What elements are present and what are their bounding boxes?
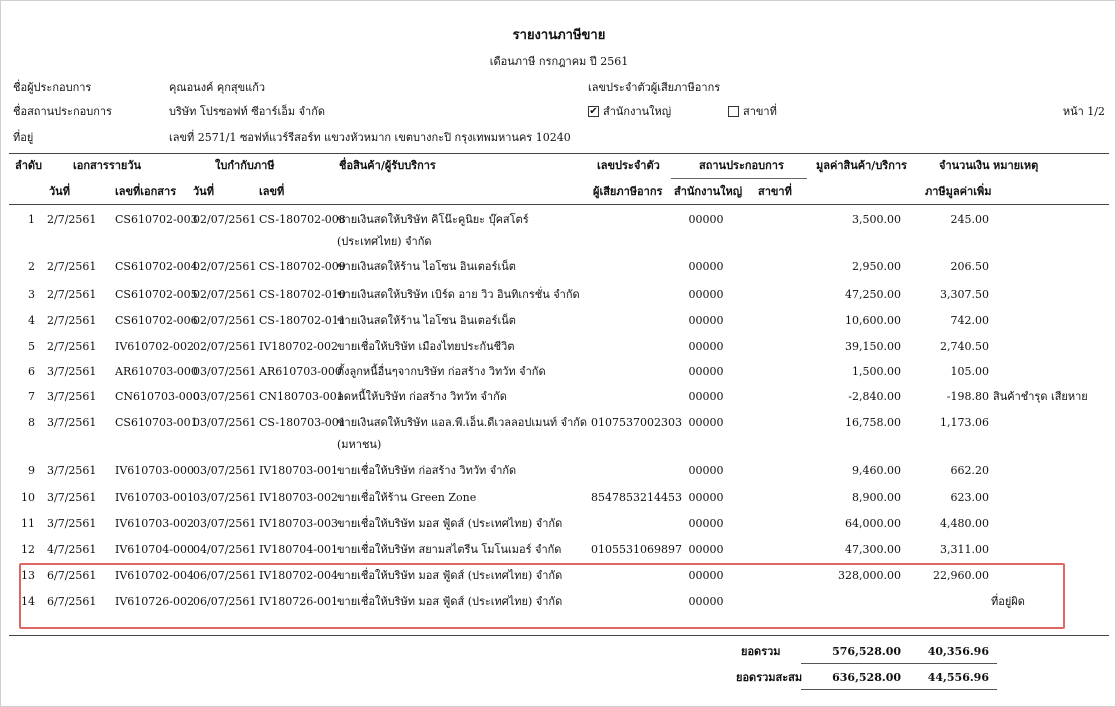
- cell-doc-no: IV610703-000: [115, 464, 194, 477]
- col-vat-1: จำนวนเงิน: [939, 159, 990, 172]
- headoffice-checkbox[interactable]: ✔: [589, 106, 598, 117]
- cell-value: 3,500.00: [852, 213, 901, 226]
- cell-seq: 5: [28, 340, 35, 353]
- cell-taxid: 8547853214453: [591, 491, 682, 504]
- cell-head-office: 00000: [688, 491, 724, 504]
- table-row: [1, 416, 1116, 451]
- cell-customer: ขายเงินสดให้ร้าน ไอโซน อินเตอร์เน็ต: [337, 314, 516, 327]
- total-vat: 40,356.96: [927, 645, 989, 658]
- col-taxid-2: ผู้เสียภาษีอากร: [593, 185, 663, 198]
- cell-date: 3/7/2561: [47, 464, 97, 477]
- cumulative-underline: [801, 689, 997, 690]
- report-period: เดือนภาษี กรกฎาคม ปี 2561: [489, 55, 629, 68]
- cell-date: 3/7/2561: [47, 365, 97, 378]
- cell-inv-no: AR610703-000: [259, 365, 342, 378]
- address-value: เลขที่ 2571/1 ซอฟท์แวร์รีสอร์ท แขวงหัวหมาก เขตบางกะปิ กรุงเทพมหานคร 10240: [169, 131, 571, 144]
- col-taxid-1: เลขประจำตัว: [597, 159, 660, 172]
- branch-label: สาขาที่: [743, 105, 777, 118]
- cell-date: 3/7/2561: [47, 517, 97, 530]
- cell-inv-no: IV180703-003: [259, 517, 338, 530]
- cell-inv-no: IV180702-004: [259, 569, 338, 582]
- cell-seq: 3: [28, 288, 35, 301]
- cell-seq: 10: [21, 491, 35, 504]
- cell-customer: ขายเชื่อให้บริษัท ก่อสร้าง วิทวัท จำกัด: [337, 464, 517, 477]
- cell-value: 47,250.00: [845, 288, 901, 301]
- place-subrule: [671, 178, 807, 179]
- col-vat-2: ภาษีมูลค่าเพิ่ม: [925, 185, 992, 198]
- cell-doc-no: CS610703-001: [115, 416, 198, 429]
- cell-inv-no: IV180703-001: [259, 464, 338, 477]
- cell-inv-date: 03/07/2561: [193, 416, 257, 429]
- cell-vat: 1,173.06: [940, 416, 989, 429]
- cell-head-office: 00000: [688, 595, 724, 608]
- cell-seq: 8: [28, 416, 35, 429]
- col-invoice: ใบกำกับภาษี: [215, 159, 275, 172]
- total-underline: [801, 663, 997, 664]
- cell-customer: ขายเงินสดให้บริษัท แอล.พี.เอ็น.ดีเวลลอปเมนท์ จำกัด: [337, 416, 588, 429]
- cell-doc-no: CS610702-003: [115, 213, 198, 226]
- headoffice-label: สำนักงานใหญ่: [603, 105, 672, 118]
- cell-seq: 12: [21, 543, 35, 556]
- cell-date: 2/7/2561: [47, 314, 97, 327]
- cell-value: 2,950.00: [852, 260, 901, 273]
- cell-taxid: 0107537002303: [591, 416, 682, 429]
- table-row: [1, 491, 1116, 517]
- cell-doc-no: IV610702-002: [115, 340, 194, 353]
- cell-inv-date: 02/07/2561: [193, 314, 257, 327]
- cell-remark: สินค้าชำรุด เสียหาย: [993, 390, 1088, 403]
- cell-doc-no: AR610703-000: [115, 365, 198, 378]
- table-row: [1, 340, 1116, 366]
- cell-vat: 742.00: [950, 314, 989, 327]
- cell-doc-no: IV610726-002: [115, 595, 194, 608]
- cell-date: 6/7/2561: [47, 595, 97, 608]
- cell-vat: 206.50: [950, 260, 989, 273]
- cell-value: 1,500.00: [852, 365, 901, 378]
- cell-value: 16,758.00: [845, 416, 901, 429]
- report-title: รายงานภาษีขาย: [512, 28, 606, 43]
- cell-doc-no: IV610703-002: [115, 517, 194, 530]
- col-doc-no: เลขที่เอกสาร: [115, 185, 177, 198]
- totals-rule: [9, 635, 1109, 636]
- col-daily-doc: เอกสารรายวัน: [73, 159, 142, 172]
- cell-inv-no: CS-180703-001: [259, 416, 346, 429]
- cell-date: 3/7/2561: [47, 390, 97, 403]
- col-seq: ลำดับ: [15, 159, 43, 172]
- cell-vat: 662.20: [950, 464, 989, 477]
- taxid-label: เลขประจำตัวผู้เสียภาษีอากร: [588, 81, 721, 94]
- table-row: [1, 390, 1116, 416]
- cell-customer: ตั้งลูกหนี้อื่นๆจากบริษัท ก่อสร้าง วิทวัท จำกัด: [337, 365, 546, 378]
- cell-inv-no: CN180703-001: [259, 390, 344, 403]
- cell-head-office: 00000: [688, 569, 724, 582]
- cell-head-office: 00000: [688, 213, 724, 226]
- cell-inv-date: 02/07/2561: [193, 340, 257, 353]
- cell-inv-date: 06/07/2561: [193, 569, 257, 582]
- cell-customer: ขายเชื่อให้บริษัท มอส ฟู้ดส์ (ประเทศไทย) จำกัด: [337, 595, 563, 608]
- col-inv-date: วันที่: [193, 185, 214, 198]
- col-date: วันที่: [49, 185, 70, 198]
- table-row: [1, 260, 1116, 286]
- table-row: [1, 213, 1116, 248]
- cell-date: 4/7/2561: [47, 543, 97, 556]
- cell-inv-no: IV180704-001: [259, 543, 338, 556]
- cumulative-label: ยอดรวมสะสม: [736, 671, 803, 684]
- cell-doc-no: IV610703-001: [115, 491, 194, 504]
- cell-seq: 9: [28, 464, 35, 477]
- cell-vat: 4,480.00: [940, 517, 989, 530]
- cell-vat: 3,311.00: [940, 543, 989, 556]
- cell-customer: ขายเชื่อให้บริษัท สยามสไตรีน โมโนเมอร์ จำกัด: [337, 543, 562, 556]
- col-value: มูลค่าสินค้า/บริการ: [816, 159, 907, 172]
- cell-customer: ขายเชื่อให้บริษัท มอส ฟู้ดส์ (ประเทศไทย) จำกัด: [337, 517, 563, 530]
- cell-inv-no: IV180726-001: [259, 595, 338, 608]
- col-customer: ชื่อสินค้า/ผู้รับบริการ: [339, 159, 436, 172]
- page-number: หน้า 1/2: [1062, 105, 1105, 118]
- col-place-head: สำนักงานใหญ่: [674, 185, 743, 198]
- cell-seq: 1: [28, 213, 35, 226]
- cell-doc-no: CS610702-004: [115, 260, 198, 273]
- highlight-box: [19, 563, 1065, 629]
- cell-seq: 4: [28, 314, 35, 327]
- cell-doc-no: CN610703-000: [115, 390, 200, 403]
- cell-seq: 2: [28, 260, 35, 273]
- cell-remark: ที่อยู่ผิด: [991, 595, 1025, 608]
- cell-date: 2/7/2561: [47, 288, 97, 301]
- cell-seq: 6: [28, 365, 35, 378]
- cell-value: 47,300.00: [845, 543, 901, 556]
- cell-vat: 2,740.50: [940, 340, 989, 353]
- cell-inv-date: 04/07/2561: [193, 543, 257, 556]
- table-row: [1, 288, 1116, 314]
- cell-head-office: 00000: [688, 416, 724, 429]
- cell-inv-date: 02/07/2561: [193, 260, 257, 273]
- cell-head-office: 00000: [688, 288, 724, 301]
- table-row: [1, 365, 1116, 391]
- cell-customer: ขายเงินสดให้บริษัท คิโน๊ะคูนิยะ บุ๊คสโตร์: [337, 213, 529, 226]
- cell-value: 328,000.00: [838, 569, 901, 582]
- place-value: บริษัท โปรซอฟท์ ซีอาร์เอ็ม จำกัด: [169, 105, 325, 118]
- cell-date: 2/7/2561: [47, 260, 97, 273]
- operator-label: ชื่อผู้ประกอบการ: [13, 81, 92, 94]
- cell-value: 64,000.00: [845, 517, 901, 530]
- cell-inv-date: 03/07/2561: [193, 517, 257, 530]
- header-bottom-rule: [9, 204, 1109, 205]
- cell-date: 3/7/2561: [47, 491, 97, 504]
- cell-inv-date: 02/07/2561: [193, 213, 257, 226]
- total-label: ยอดรวม: [741, 645, 781, 658]
- cell-value: 9,460.00: [852, 464, 901, 477]
- cell-customer-line2: (ประเทศไทย) จำกัด: [337, 235, 432, 248]
- branch-checkbox[interactable]: [728, 106, 739, 117]
- cell-inv-no: CS-180702-009: [259, 260, 346, 273]
- cell-seq: 13: [21, 569, 35, 582]
- cell-customer: ขายเชื่อให้ร้าน Green Zone: [337, 491, 477, 504]
- cell-date: 2/7/2561: [47, 340, 97, 353]
- cell-inv-date: 03/07/2561: [193, 491, 257, 504]
- total-value: 576,528.00: [832, 645, 901, 658]
- cell-inv-date: 03/07/2561: [193, 390, 257, 403]
- cumulative-vat: 44,556.96: [927, 671, 989, 684]
- cell-head-office: 00000: [688, 464, 724, 477]
- cell-customer: ลดหนี้ให้บริษัท ก่อสร้าง วิทวัท จำกัด: [337, 390, 507, 403]
- cell-vat: 245.00: [950, 213, 989, 226]
- cell-vat: -198.80: [946, 390, 989, 403]
- cell-doc-no: CS610702-006: [115, 314, 198, 327]
- cell-doc-no: IV610704-000: [115, 543, 194, 556]
- cell-seq: 7: [28, 390, 35, 403]
- cell-vat: 3,307.50: [940, 288, 989, 301]
- cell-taxid: 0105531069897: [591, 543, 682, 556]
- col-place-branch: สาขาที่: [758, 185, 792, 198]
- cell-value: -2,840.00: [848, 390, 901, 403]
- table-row: [1, 314, 1116, 340]
- cell-value: 8,900.00: [852, 491, 901, 504]
- cell-seq: 14: [21, 595, 35, 608]
- cell-head-office: 00000: [688, 543, 724, 556]
- cell-inv-no: IV180703-002: [259, 491, 338, 504]
- cell-value: 10,600.00: [845, 314, 901, 327]
- cell-date: 2/7/2561: [47, 213, 97, 226]
- cell-head-office: 00000: [688, 390, 724, 403]
- cell-inv-date: 06/07/2561: [193, 595, 257, 608]
- cell-customer: ขายเชื่อให้บริษัท เมืองไทยประกันชีวิต: [337, 340, 515, 353]
- cumulative-value: 636,528.00: [832, 671, 901, 684]
- cell-doc-no: CS610702-005: [115, 288, 198, 301]
- cell-customer: ขายเงินสดให้ร้าน ไอโซน อินเตอร์เน็ต: [337, 260, 516, 273]
- table-row: [1, 517, 1116, 543]
- cell-head-office: 00000: [688, 340, 724, 353]
- col-remark: หมายเหตุ: [993, 159, 1039, 172]
- col-place: สถานประกอบการ: [699, 159, 784, 172]
- cell-inv-date: 03/07/2561: [193, 464, 257, 477]
- cell-customer: ขายเชื่อให้บริษัท มอส ฟู้ดส์ (ประเทศไทย) จำกัด: [337, 569, 563, 582]
- cell-value: 39,150.00: [845, 340, 901, 353]
- cell-head-office: 00000: [688, 260, 724, 273]
- cell-inv-date: 02/07/2561: [193, 288, 257, 301]
- cell-head-office: 00000: [688, 517, 724, 530]
- operator-value: คุณอนงค์ คุกสุขแก้ว: [169, 81, 266, 94]
- cell-customer: ขายเงินสดให้บริษัท เบิร์ด อาย วิว อินทิเกรชั่น จำกัด: [337, 288, 580, 301]
- header-top-rule: [9, 153, 1109, 154]
- cell-date: 3/7/2561: [47, 416, 97, 429]
- cell-customer-line2: (มหาชน): [337, 438, 382, 451]
- cell-inv-no: CS-180702-008: [259, 213, 346, 226]
- cell-date: 6/7/2561: [47, 569, 97, 582]
- cell-seq: 11: [21, 517, 35, 530]
- cell-doc-no: IV610702-004: [115, 569, 194, 582]
- cell-head-office: 00000: [688, 365, 724, 378]
- cell-vat: 623.00: [950, 491, 989, 504]
- table-row: [1, 464, 1116, 490]
- cell-inv-no: IV180702-002: [259, 340, 338, 353]
- cell-vat: 105.00: [950, 365, 989, 378]
- cell-inv-no: CS-180702-011: [259, 314, 346, 327]
- address-label: ที่อยู่: [13, 131, 34, 144]
- place-label: ชื่อสถานประกอบการ: [13, 105, 112, 118]
- col-inv-no: เลขที่: [259, 185, 285, 198]
- cell-inv-no: CS-180702-010: [259, 288, 346, 301]
- cell-vat: 22,960.00: [933, 569, 989, 582]
- cell-head-office: 00000: [688, 314, 724, 327]
- cell-inv-date: 03/07/2561: [193, 365, 257, 378]
